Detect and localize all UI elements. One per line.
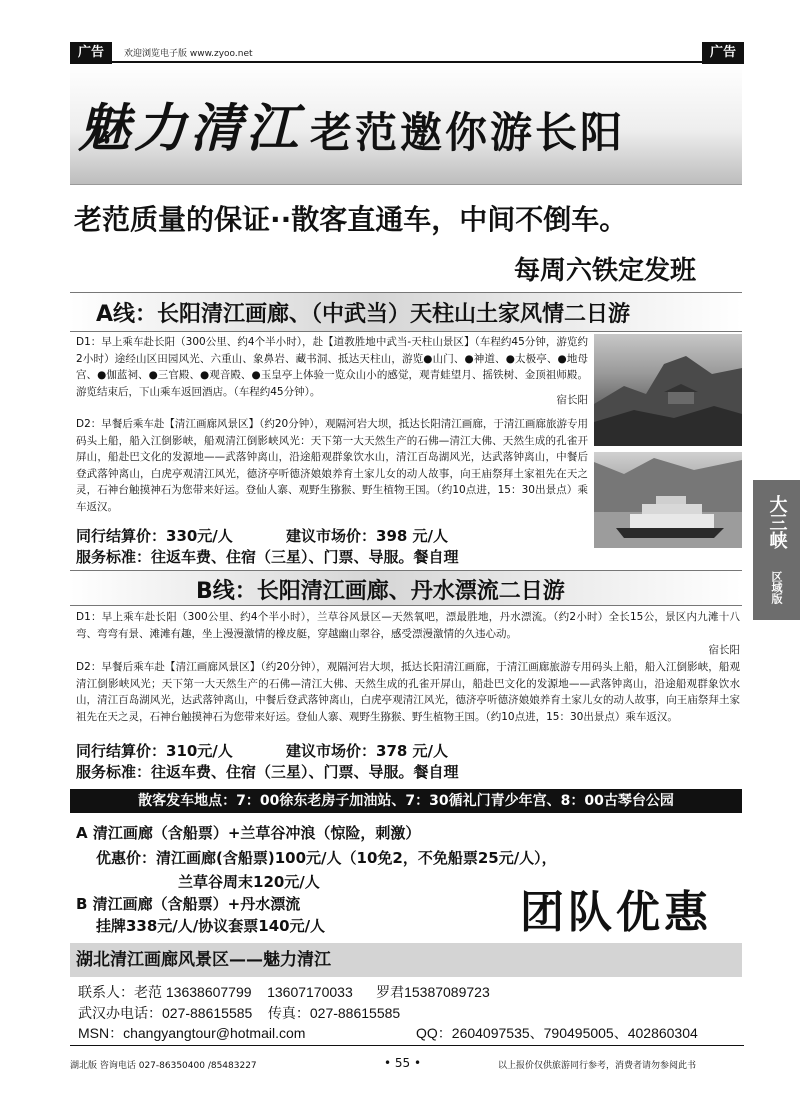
line-b-market-price: 建议市场价：378 元/人 (286, 742, 449, 760)
team-discount-label: 团队优惠 (520, 887, 712, 938)
footer-rule (70, 1045, 744, 1046)
main-slogan: 老范邀你游长阳 (310, 108, 626, 157)
line-a-market-price: 建议市场价：398 元/人 (286, 527, 449, 545)
page-number: • 55 • (384, 1056, 422, 1070)
line-b-group-price: 同行结算价：310元/人 (76, 742, 233, 760)
line-a-group-price: 同行结算价：330元/人 (76, 527, 233, 545)
contact-msn[interactable]: MSN：changyangtour@hotmail.com (78, 1025, 306, 1041)
contact-wuhan-phone: 武汉办电话：027-88615585 传真：027-88615585 (78, 1005, 401, 1021)
line-a-day1-stay: 宿长阳 (556, 394, 588, 406)
group-a-weekend-price: 兰草谷周末120元/人 (178, 873, 320, 891)
sidebar-big-text: 大三峡 (766, 495, 788, 549)
weekly-departure: 每周六铁定发班 (514, 256, 697, 286)
footer-disclaimer: 以上报价仅供旅游同行参考，消费者请勿参阅此书 (498, 1061, 697, 1071)
line-b-day1-stay: 宿长阳 (708, 644, 740, 656)
cruise-ship-photo (594, 452, 742, 548)
line-a-day2: D2：早餐后乘车赴【清江画廊风景区】（约20分钟），观隔河岩大坝，抵达长阳清江画廊，于清江画廊旅游专用码头上船，船入江倒影峡，船观清江倒影峡风光：天下第一大天然生产的石佛—清江大佛、天然生成的孔雀开屏山，船赴巴文化的发源地——武落钟离山，沿途船观群象饮水山，清江百岛湖风光，达武落钟离山，中餐后登武落钟离山，白虎亭观清江风光，德济亭听德济娘娘养育土家儿女的动人故事，向王庙祭拜土家祖先在天之灵，石神台触摸神石为您带来好运。登仙人寨、观野生猕猴、野生植物王国。（约10点进，15：30出景点）乘车返汉。 (76, 418, 588, 513)
header-url[interactable]: 欢迎浏览电子版 www.zyoo.net (124, 49, 253, 59)
group-a-line: A 清江画廊（含船票）+兰草谷冲浪（惊险，刺激） (76, 824, 421, 842)
line-b-day1: D1：早上乘车赴长阳（300公里、约4个半小时），兰草谷风景区—天然氧吧，漂最胜地，丹水漂流。（约2小时）全长15公，景区内九滩十八弯、弯弯有景、滩滩有趣，坐上漫漫激情的橡皮艇，穿越幽山翠谷，感受漂漫激情的久违心动。 (76, 611, 740, 640)
region-sidebar-tab (753, 480, 800, 620)
line-b-title: B线：长阳清江画廊、丹水漂流二日游 (196, 579, 565, 604)
group-a-price: 优惠价：清江画廊(含船票)100元/人（10免2，不免船票25元/人）， (96, 849, 557, 867)
mountain-icon (594, 334, 742, 446)
contact-heading: 湖北清江画廊风景区——魅力清江 (70, 943, 742, 977)
contact-people: 联系人：老范 13638607799 13607170033 罗君15387089723 (78, 984, 490, 1000)
sidebar-small-text: 区域版 (770, 570, 783, 604)
line-b-service: 服务标准：往返车费、住宿（三星）、门票、导服。餐自理 (76, 763, 459, 781)
contact-qq: QQ：2604097535、790495005、402860304 (416, 1025, 698, 1041)
quality-promise: 老范质量的保证··散客直通车，中间不倒车。 (74, 203, 628, 236)
ad-tag-right: 广告 (702, 42, 744, 64)
footer-left: 湖北版 咨询电话 027-86350400 /85483227 (70, 1061, 257, 1071)
mountain-temple-photo (594, 334, 742, 446)
ad-tag-left: 广告 (70, 42, 112, 64)
line-a-service: 服务标准：往返车费、住宿（三星）、门票、导服。餐自理 (76, 548, 459, 566)
line-a-day1: D1：早上乘车赴长阳（300公里、约4个半小时），赴【道教胜地中武当-天柱山景区】（车程约45分钟，游览约2小时）途经山区田园风光、六重山、象鼻岩、藏书洞、抵达天柱山，游览●山门、●神道、●太极亭、●地母宫、●伽蓝祠、●三官殿、●观音殿、●玉皇亭上体验一览众山小的感觉，观青蛙望月、摇铁树、金顶祖师殿。游览结束后，下山乘车返回酒店。（车程约45分钟）。 (76, 336, 588, 398)
group-b-line: B 清江画廊（含船票）+丹水漂流 (76, 895, 301, 913)
departure-bar: 散客发车地点：7：00徐东老房子加油站、7：30循礼门青少年宫、8：00古琴台公园 (70, 789, 742, 813)
header-rule (70, 61, 744, 63)
ship-icon (594, 452, 742, 548)
line-b-day2: D2：早餐后乘车赴【清江画廊风景区】（约20分钟），观隔河岩大坝，抵达长阳清江画廊，于清江画廊旅游专用码头上船，船入江倒影峡，船观清江倒影峡风光；天下第一大天然生产的石佛—清江大佛、天然生成的孔雀开屏山，船赴巴文化的发源地——武落钟离山，沿途船观群象饮水山，清江百岛湖风光，达武落钟离山，中餐后登武落钟离山，白虎亭观清江风光，德济亭听德济娘娘养育土家儿女的动人故事，向王庙祭拜土家祖先在天之灵，石神台触摸神石为您带来好运。登仙人寨、观野生猕猴、野生植物王国。（约10点进，15：30出景点）乘车返汉。 (76, 661, 740, 723)
line-a-title: A线：长阳清江画廊、（中武当）天柱山土家风情二日游 (96, 302, 631, 327)
brand-logo: 魅力清江 (78, 98, 303, 159)
group-b-price: 挂牌338元/人/协议套票140元/人 (96, 917, 326, 935)
